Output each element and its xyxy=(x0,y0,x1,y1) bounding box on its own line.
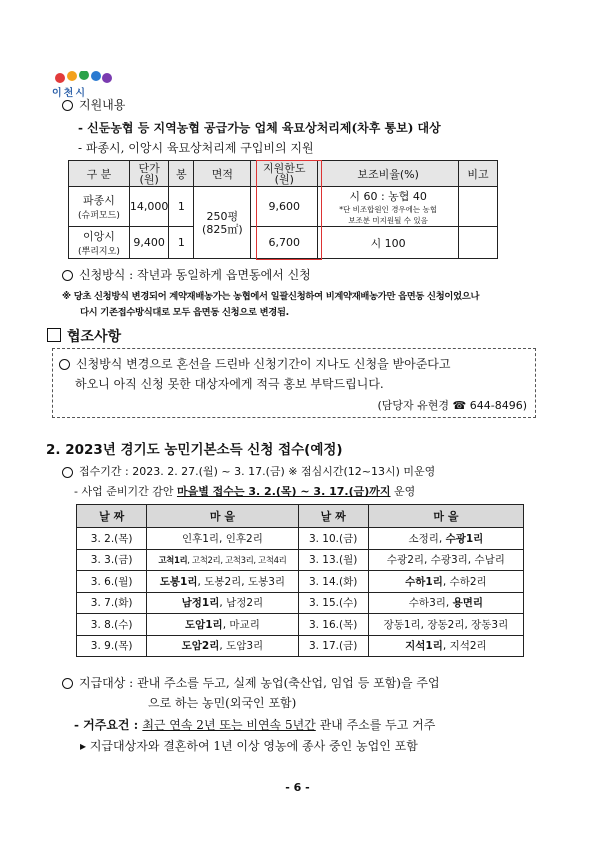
support-title-row xyxy=(62,96,125,113)
coop-line-1: 신청방식 변경으로 혼선을 드린바 신청기간이 지나도 신청을 받아준다고 xyxy=(76,357,451,371)
method-line: 신청방식 : 작년과 동일하게 읍면동에서 신청 xyxy=(79,268,311,282)
circle-bullet-icon xyxy=(62,467,73,478)
th-note: 비고 xyxy=(459,161,498,187)
table-row: 3. 7.(화) 남정1리, 남정2리 3. 15.(수) 수하3리, 용면리 xyxy=(77,592,524,614)
period-sub: - 사업 준비기간 감안 마을별 접수는 3. 2.(목) ~ 3. 17.(금)까지 운영 xyxy=(74,485,416,498)
method-note-1: ※ 당초 신청방식 변경되어 계약재배농가는 농협에서 일괄신청하여 비계약재배농가만 읍면동 신청이었으나 xyxy=(62,291,480,302)
support-title: 지원내용 xyxy=(79,98,126,112)
th-category: 구 분 xyxy=(69,161,130,187)
limit-highlight xyxy=(256,160,322,260)
schedule-table xyxy=(76,504,524,657)
th-village-1: 마 을 xyxy=(147,505,298,528)
table-row: 3. 9.(목) 도암2리, 도암3리 3. 17.(금) 지석1리, 지석2리 xyxy=(77,635,524,657)
support-line-1: - 신둔농협 등 지역농협 공급가능 업체 육묘상처리제(차후 통보) 대상 xyxy=(78,121,441,135)
period-row xyxy=(62,463,435,479)
table-row: 3. 6.(월) 도봉1리, 도봉2리, 도봉3리 3. 14.(화) 수하1리, 수하2리 xyxy=(77,571,524,593)
coop-box xyxy=(52,348,536,418)
th-date-2: 날 짜 xyxy=(298,505,368,528)
coop-heading: 협조사항 xyxy=(67,329,122,345)
target-line-4: ▸ 지급대상자와 결혼하여 1년 이상 영농에 종사 중인 농업인 포함 xyxy=(80,739,418,753)
target-line-2: 으로 하는 농민(외국인 포함) xyxy=(148,696,297,710)
residence-requirement: - 거주요건 : 최근 연속 2년 또는 비연속 5년간 관내 주소를 두고 거주 xyxy=(74,718,436,732)
table-row: 3. 8.(수) 도암1리, 마교리 3. 16.(목) 장동1리, 장동2리, 장동3리 xyxy=(77,614,524,636)
coop-line-2: 하오니 아직 신청 못한 대상자에게 적극 홍보 부탁드립니다. xyxy=(75,377,384,391)
th-limit: 지원한도 (원) xyxy=(251,161,318,187)
th-date-1: 날 짜 xyxy=(77,505,147,528)
page-number: - 6 - xyxy=(285,781,310,794)
logo-mark xyxy=(52,71,114,83)
table-row: 3. 3.(금) 고척1리, 고척2리, 고척3리, 고척4리 3. 13.(월) 수광2리, 수광3리, 수남리 xyxy=(77,549,524,571)
method-note-2: 다시 기존접수방식대로 모두 읍면동 신청으로 변경됨. xyxy=(80,307,289,318)
section2-heading: 2. 2023년 경기도 농민기본소득 신청 접수(예정) xyxy=(46,442,343,458)
th-area: 면적 xyxy=(194,161,251,187)
table-row: 이앙시 (뿌리지오) 9,400 1 6,700 시 100 xyxy=(69,227,498,259)
circle-bullet-icon xyxy=(62,678,73,689)
method-row xyxy=(62,266,311,283)
target-line-1: 지급대상 : 관내 주소를 두고, 실제 농업(축산업, 임업 등 포함)을 주업 xyxy=(79,676,440,690)
circle-bullet-icon xyxy=(62,100,73,111)
table-row: 파종시 (슈퍼모드) 14,000 1 250평 (825㎡) 9,600 시 60 : 농협 40 *단 비조합원인 경우에는 농협 보조분 미지원될 수 있음 xyxy=(69,187,498,227)
logo xyxy=(52,68,114,99)
square-bullet-icon xyxy=(47,328,61,342)
th-price: 단가 (원) xyxy=(129,161,169,187)
period-line: 접수기간 : 2023. 2. 27.(월) ~ 3. 17.(금) ※ 점심시간(12~13시) 미운영 xyxy=(79,465,436,478)
logo-text: 이천시 xyxy=(52,88,87,99)
th-bong: 봉 xyxy=(169,161,194,187)
table-row: 3. 2.(목) 인후1리, 인후2리 3. 10.(금) 소정리, 수광1리 xyxy=(77,528,524,550)
coop-heading-row xyxy=(47,326,121,346)
circle-bullet-icon xyxy=(59,359,70,370)
target-row xyxy=(62,674,440,691)
circle-bullet-icon xyxy=(62,270,73,281)
coop-contact: (담당자 유현경 ☎ 644-8496) xyxy=(377,399,527,412)
th-village-2: 마 을 xyxy=(368,505,523,528)
th-ratio: 보조비율(%) xyxy=(318,161,459,187)
support-line-2: - 파종시, 이앙시 육묘상처리제 구입비의 지원 xyxy=(78,141,314,155)
